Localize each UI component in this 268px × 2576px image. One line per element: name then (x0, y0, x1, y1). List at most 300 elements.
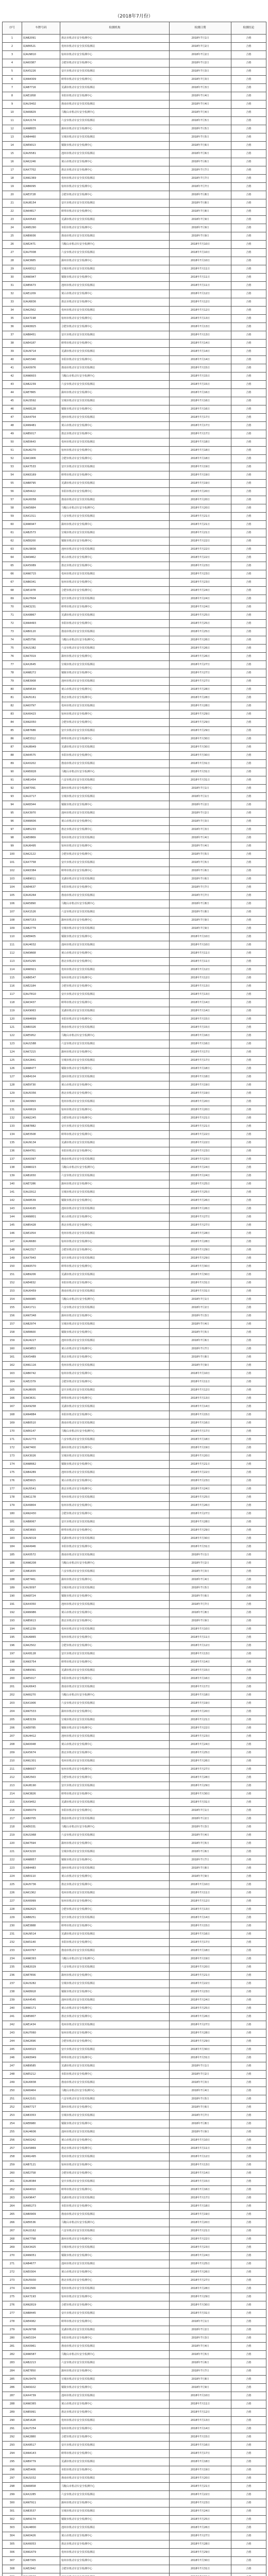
plate-number: 皖AU1968 (22, 1832, 60, 1840)
inspection-result: 合格 (231, 2450, 266, 2458)
table-row (3, 2095, 266, 2104)
inspection-result: 合格 (231, 1650, 266, 1658)
table-row (3, 1724, 266, 1733)
inspection-station: 淮北市机动车安全检测中心 (60, 166, 170, 175)
inspection-station: 蚌埠市机动车安全检测中心 (60, 2318, 170, 2326)
inspection-station: 铜陵市机动车安全检测中心 (60, 2516, 170, 2524)
plate-number: 皖AX2101 (22, 2095, 60, 2104)
inspection-station: 亳州市机动车安全技术检测站 (60, 570, 170, 579)
plate-number: 皖AK2317 (22, 1246, 60, 1255)
row-index: 92 (3, 785, 22, 793)
inspection-date: 2018年7月2日 (170, 59, 231, 67)
row-index: 29 (3, 265, 22, 274)
inspection-date: 2018年7月10日 (170, 1881, 231, 1889)
table-row (3, 1271, 266, 1279)
row-index: 4 (3, 59, 22, 67)
inspection-result: 合格 (231, 1403, 266, 1411)
plate-number: 皖AB4483 (22, 1865, 60, 1873)
inspection-result: 合格 (231, 2318, 266, 2326)
inspection-station: 滁州市机动车安全检测中心 (60, 2104, 170, 2112)
inspection-date: 2018年7月17日 (170, 414, 231, 422)
inspection-station: 亳州市机动车安全技术检测站 (60, 438, 170, 447)
table-row (3, 2104, 266, 2112)
row-index: 85 (3, 727, 22, 735)
table-row (3, 2153, 266, 2161)
inspection-station: 蚌埠市机动车安全检测中心 (60, 1790, 170, 1799)
row-index: 24 (3, 224, 22, 232)
inspection-station: 安庆市机动车安全技术检测站 (60, 1386, 170, 1395)
inspection-station: 淮北市机动车安全检测中心 (60, 1222, 170, 1230)
inspection-station: 芜湖市机动车安全技术检测站 (60, 348, 170, 356)
inspection-result: 合格 (231, 1733, 266, 1741)
inspection-date: 2018年7月1日 (170, 785, 231, 793)
plate-number: 皖AU8949 (22, 743, 60, 752)
row-index: 274 (3, 2285, 22, 2293)
inspection-result: 合格 (231, 2293, 266, 2301)
inspection-result: 合格 (231, 109, 266, 117)
inspection-result: 合格 (231, 1362, 266, 1370)
inspection-date: 2018年7月12日 (170, 307, 231, 315)
inspection-date: 2018年7月23日 (170, 1156, 231, 1164)
row-index: 308 (3, 2565, 22, 2573)
plate-number: 皖AE9013 (22, 142, 60, 150)
plate-number: 皖AN6208 (22, 1560, 60, 1568)
inspection-station: 池州市机动车安全技术检测站 (60, 677, 170, 686)
table-row (3, 414, 266, 422)
plate-number: 皖AB7121 (22, 2161, 60, 2170)
table-row (3, 290, 266, 298)
row-index: 270 (3, 2252, 22, 2260)
plate-number: 皖AX5869 (22, 2145, 60, 2153)
table-row (3, 232, 266, 241)
inspection-date: 2018年7月31日 (170, 1799, 231, 1807)
row-index: 290 (3, 2417, 22, 2425)
inspection-result: 合格 (231, 1485, 266, 1494)
table-row (3, 2524, 266, 2532)
inspection-result: 合格 (231, 1634, 266, 1642)
inspection-date: 2018年7月21日 (170, 1972, 231, 1980)
plate-number: 皖AK2122 (22, 851, 60, 859)
inspection-date: 2018年7月29日 (170, 727, 231, 735)
row-index: 65 (3, 562, 22, 570)
table-row (3, 570, 266, 579)
inspection-station: 蚌埠市机动车安全检测中心 (60, 867, 170, 875)
row-index: 7 (3, 84, 22, 92)
inspection-date: 2018年7月13日 (170, 2161, 231, 2170)
inspection-result: 合格 (231, 348, 266, 356)
inspection-result: 合格 (231, 1535, 266, 1543)
plate-number: 皖AB2573 (22, 529, 60, 537)
inspection-date: 2018年7月1日 (170, 2062, 231, 2071)
inspection-date: 2018年7月24日 (170, 1164, 231, 1172)
table-row (3, 1568, 266, 1576)
table-row (3, 307, 266, 315)
row-index: 145 (3, 1222, 22, 1230)
inspection-result: 合格 (231, 859, 266, 867)
table-row (3, 1906, 266, 1914)
inspection-date: 2018年7月21日 (170, 1716, 231, 1724)
table-row (3, 381, 266, 389)
plate-number: 皖AB2029 (22, 1963, 60, 1972)
inspection-date: 2018年7月5日 (170, 1584, 231, 1592)
row-index: 217 (3, 1815, 22, 1823)
inspection-result: 合格 (231, 59, 266, 67)
inspection-station: 宣城市机动车安全技术检测站 (60, 793, 170, 801)
inspection-date: 2018年7月15日 (170, 2178, 231, 2186)
row-index: 192 (3, 1609, 22, 1617)
row-index: 78 (3, 669, 22, 677)
inspection-result: 合格 (231, 2540, 266, 2549)
inspection-station: 淮南市机动车安全技术检测站 (60, 1815, 170, 1823)
plate-number: 皖AK6085 (22, 1296, 60, 1304)
inspection-station: 宣城市机动车安全技术检测站 (60, 2376, 170, 2384)
inspection-result: 合格 (231, 265, 266, 274)
table-row (3, 1576, 266, 1584)
row-index: 263 (3, 2194, 22, 2202)
inspection-result: 合格 (231, 1279, 266, 1287)
inspection-date: 2018年7月21日 (170, 2227, 231, 2235)
inspection-result: 合格 (231, 661, 266, 669)
inspection-result: 合格 (231, 603, 266, 612)
table-row (3, 1518, 266, 1527)
row-index: 186 (3, 1560, 22, 1568)
inspection-result: 合格 (231, 1576, 266, 1584)
row-index: 190 (3, 1592, 22, 1601)
row-index: 281 (3, 2343, 22, 2351)
inspection-station: 亳州市机动车安全技术检测站 (60, 1494, 170, 1502)
inspection-result: 合格 (231, 1172, 266, 1180)
row-index: 11 (3, 117, 22, 125)
row-index: 60 (3, 521, 22, 529)
table-row (3, 1345, 266, 1353)
inspection-station: 蚌埠市机动车安全检测中心 (60, 340, 170, 348)
inspection-station: 六安市机动车安全技术检测站 (60, 1172, 170, 1180)
plate-number: 皖AU3282 (22, 1980, 60, 1988)
inspection-station: 宿州市机动车安全检测中心 (60, 2425, 170, 2433)
table-row (3, 2211, 266, 2219)
plate-number: 皖AN2430 (22, 1510, 60, 1518)
row-index: 79 (3, 677, 22, 686)
inspection-date: 2018年7月6日 (170, 142, 231, 150)
row-index: 1 (3, 35, 22, 43)
inspection-date: 2018年7月8日 (170, 1609, 231, 1617)
row-index: 245 (3, 2046, 22, 2054)
table-row (3, 2268, 266, 2277)
inspection-station: 马鞍山市机动车安全检测中心 (60, 2219, 170, 2227)
plate-number: 皖AX5295 (22, 958, 60, 966)
row-index: 275 (3, 2293, 22, 2301)
row-index: 25 (3, 232, 22, 241)
row-index: 289 (3, 2409, 22, 2417)
inspection-result: 合格 (231, 1873, 266, 1881)
inspection-result: 合格 (231, 2458, 266, 2466)
inspection-result: 合格 (231, 1139, 266, 1147)
inspection-result: 合格 (231, 282, 266, 290)
inspection-station: 芜湖市机动车安全技术检测站 (60, 1667, 170, 1675)
inspection-date: 2018年7月15日 (170, 1922, 231, 1930)
table-row (3, 1790, 266, 1799)
table-row (3, 735, 266, 743)
inspection-result: 合格 (231, 1683, 266, 1691)
table-row (3, 1032, 266, 1040)
inspection-result: 合格 (231, 1955, 266, 1963)
plate-number: 皖AK2502 (22, 1642, 60, 1650)
inspection-result: 合格 (231, 1914, 266, 1922)
table-row (3, 546, 266, 554)
table-row (3, 150, 266, 158)
plate-number: 皖AX4754 (22, 414, 60, 422)
inspection-station: 铜陵市机动车安全检测中心 (60, 142, 170, 150)
plate-number: 皖AN3169 (22, 471, 60, 480)
inspection-date: 2018年7月14日 (170, 1007, 231, 1015)
inspection-result: 合格 (231, 117, 266, 125)
row-index: 149 (3, 1255, 22, 1263)
plate-number: 皖AU8384 (22, 2178, 60, 2186)
row-index: 32 (3, 290, 22, 298)
table-row (3, 1560, 266, 1568)
inspection-result: 合格 (231, 1560, 266, 1568)
row-index: 142 (3, 1197, 22, 1205)
inspection-station: 合肥市机动车安全检测中心 (60, 587, 170, 595)
inspection-result: 合格 (231, 1865, 266, 1873)
inspection-station: 黄山市机动车安全检测中心 (60, 554, 170, 562)
inspection-result: 合格 (231, 1378, 266, 1386)
inspection-station: 池州市机动车安全技术检测站 (60, 282, 170, 290)
inspection-result: 合格 (231, 422, 266, 430)
row-index: 15 (3, 150, 22, 158)
inspection-result: 合格 (231, 562, 266, 570)
inspection-result: 合格 (231, 150, 266, 158)
inspection-date: 2018年7月31日 (170, 2310, 231, 2318)
inspection-station: 安庆市机动车安全技术检测站 (60, 991, 170, 999)
row-index: 288 (3, 2400, 22, 2409)
plate-number: 皖AU9714 (22, 348, 60, 356)
inspection-date: 2018年7月30日 (170, 1271, 231, 1279)
inspection-result: 合格 (231, 2343, 266, 2351)
plate-number: 皖AE1434 (22, 2021, 60, 2029)
inspection-date: 2018年7月28日 (170, 1518, 231, 1527)
table-row (3, 900, 266, 908)
inspection-date: 2018年7月12日 (170, 298, 231, 307)
inspection-result: 合格 (231, 1197, 266, 1205)
inspection-station: 铜陵市机动车安全检测中心 (60, 1724, 170, 1733)
row-index: 122 (3, 1032, 22, 1040)
row-index: 287 (3, 2392, 22, 2400)
plate-number: 皖AE6521 (22, 43, 60, 51)
inspection-result: 合格 (231, 1048, 266, 1057)
row-index: 102 (3, 867, 22, 875)
table-row (3, 1106, 266, 1114)
inspection-date: 2018年7月25日 (170, 628, 231, 636)
inspection-result: 合格 (231, 1411, 266, 1419)
plate-number: 皖AK5340 (22, 356, 60, 364)
inspection-result: 合格 (231, 1906, 266, 1914)
plate-number: 皖AN2245 (22, 1114, 60, 1123)
inspection-date: 2018年7月22日 (170, 1724, 231, 1733)
table-row (3, 1452, 266, 1461)
inspection-station: 蚌埠市机动车安全检测中心 (60, 603, 170, 612)
inspection-station: 淮北市机动车安全检测中心 (60, 826, 170, 834)
plate-number: 皖AN2625 (22, 1906, 60, 1914)
row-index: 59 (3, 513, 22, 521)
table-row (3, 2318, 266, 2326)
row-index: 191 (3, 1601, 22, 1609)
inspection-result: 合格 (231, 2334, 266, 2343)
plate-number: 皖AB8251 (22, 1914, 60, 1922)
inspection-result: 合格 (231, 595, 266, 603)
row-index: 154 (3, 1296, 22, 1304)
plate-number: 皖AX0961 (22, 2343, 60, 2351)
inspection-result: 合格 (231, 735, 266, 743)
plate-number: 皖AB3908 (22, 677, 60, 686)
row-index: 285 (3, 2376, 22, 2384)
table-row (3, 249, 266, 257)
inspection-station: 宣城市机动车安全技术检测站 (60, 1057, 170, 1065)
inspection-date: 2018年7月8日 (170, 2376, 231, 2384)
inspection-station: 亳州市机动车安全技术检测站 (60, 702, 170, 710)
inspection-result: 合格 (231, 1304, 266, 1312)
row-index: 304 (3, 2532, 22, 2540)
inspection-result: 合格 (231, 1584, 266, 1592)
inspection-station: 芜湖市机动车安全技术检测站 (60, 1799, 170, 1807)
inspection-result: 合格 (231, 546, 266, 554)
row-index: 111 (3, 941, 22, 950)
inspection-station: 马鞍山市机动车安全检测中心 (60, 636, 170, 645)
row-index: 211 (3, 1766, 22, 1774)
plate-number: 皖AB5613 (22, 1617, 60, 1625)
inspection-date: 2018年7月19日 (170, 1444, 231, 1452)
inspection-result: 合格 (231, 941, 266, 950)
row-index: 44 (3, 389, 22, 397)
inspection-station: 滁州市机动车安全检测中心 (60, 653, 170, 661)
inspection-result: 合格 (231, 1469, 266, 1477)
table-row (3, 1287, 266, 1296)
inspection-result: 合格 (231, 1230, 266, 1238)
inspection-station: 亳州市机动车安全技术检测站 (60, 2549, 170, 2557)
table-row (3, 2334, 266, 2343)
inspection-station: 淮南市机动车安全技术检测站 (60, 232, 170, 241)
inspection-date: 2018年7月15日 (170, 1411, 231, 1419)
plate-number: 皖AE9915 (22, 1477, 60, 1485)
plate-number: 皖AE7850 (22, 2367, 60, 2376)
plate-number: 皖AU4606 (22, 2128, 60, 2137)
row-index: 204 (3, 1708, 22, 1716)
table-row (3, 1090, 266, 1098)
inspection-result: 合格 (231, 249, 266, 257)
row-index: 123 (3, 1040, 22, 1048)
inspection-result: 合格 (231, 1090, 266, 1098)
inspection-result: 合格 (231, 702, 266, 710)
inspection-date: 2018年7月18日 (170, 1691, 231, 1700)
column-header: 序号 (3, 22, 22, 35)
table-row (3, 1065, 266, 1073)
table-row (3, 1337, 266, 1345)
inspection-result: 合格 (231, 768, 266, 776)
inspection-date: 2018年7月9日 (170, 925, 231, 933)
plate-number: 皖AU6680 (22, 1238, 60, 1246)
row-index: 242 (3, 2021, 22, 2029)
table-row (3, 694, 266, 702)
inspection-station: 亳州市机动车安全技术检测站 (60, 966, 170, 974)
column-header: 车牌号码 (22, 22, 60, 35)
inspection-result: 合格 (231, 1930, 266, 1939)
plate-number: 皖AX5489 (22, 1353, 60, 1362)
plate-number: 皖AB5991 (22, 2409, 60, 2417)
inspection-station: 安庆市机动车安全技术检测站 (60, 1518, 170, 1527)
inspection-result: 合格 (231, 612, 266, 620)
plate-number: 皖AE2471 (22, 241, 60, 249)
table-row (3, 2367, 266, 2376)
inspection-station: 安庆市机动车安全技术检测站 (60, 1782, 170, 1790)
plate-number: 皖AE7865 (22, 389, 60, 397)
inspection-date: 2018年7月26日 (170, 2524, 231, 2532)
row-index: 93 (3, 793, 22, 801)
plate-number: 皖AE9730 (22, 1081, 60, 1090)
inspection-station: 马鞍山市机动车安全检测中心 (60, 768, 170, 776)
inspection-result: 合格 (231, 1255, 266, 1263)
inspection-date: 2018年7月12日 (170, 290, 231, 298)
plate-number: 皖AB7686 (22, 727, 60, 735)
plate-number: 皖AN4699 (22, 1015, 60, 1024)
plate-number: 皖AK3685 (22, 257, 60, 265)
inspection-result: 合格 (231, 1724, 266, 1733)
row-index: 127 (3, 1073, 22, 1081)
table-row (3, 645, 266, 653)
plate-number: 皖AB2974 (22, 1320, 60, 1329)
inspection-result: 合格 (231, 1691, 266, 1700)
table-row (3, 430, 266, 438)
row-index: 30 (3, 274, 22, 282)
inspection-result: 合格 (231, 142, 266, 150)
inspection-result: 合格 (231, 1700, 266, 1708)
inspection-result: 合格 (231, 158, 266, 166)
row-index: 153 (3, 1287, 22, 1296)
row-index: 265 (3, 2211, 22, 2219)
inspection-result: 合格 (231, 917, 266, 925)
inspection-date: 2018年7月11日 (170, 265, 231, 274)
inspection-station: 蚌埠市机动车安全检测中心 (60, 1263, 170, 1271)
plate-number: 皖AE5756 (22, 636, 60, 645)
inspection-date: 2018年7月16日 (170, 1032, 231, 1040)
inspection-result: 合格 (231, 2186, 266, 2194)
table-row (3, 2029, 266, 2038)
inspection-station: 安庆市机动车安全技术检测站 (60, 1650, 170, 1658)
inspection-result: 合格 (231, 1106, 266, 1114)
inspection-result: 合格 (231, 1395, 266, 1403)
row-index: 187 (3, 1568, 22, 1576)
row-index: 188 (3, 1576, 22, 1584)
plate-number: 皖AX0572 (22, 1551, 60, 1560)
inspection-date: 2018年7月6日 (170, 867, 231, 875)
inspection-date: 2018年7月15日 (170, 364, 231, 372)
plate-number: 皖AB0510 (22, 1419, 60, 1428)
table-row (3, 950, 266, 958)
inspection-station: 芜湖市机动车安全技术检测站 (60, 1007, 170, 1015)
inspection-result: 合格 (231, 694, 266, 702)
row-index: 179 (3, 1502, 22, 1510)
table-row (3, 2285, 266, 2293)
table-row (3, 958, 266, 966)
inspection-result: 合格 (231, 1749, 266, 1757)
row-index: 257 (3, 2145, 22, 2153)
table-row (3, 2186, 266, 2194)
column-header: 检测日期 (170, 22, 231, 35)
inspection-date: 2018年7月8日 (170, 208, 231, 216)
plate-number: 皖AK0797 (22, 702, 60, 710)
plate-number: 皖AK0242 (22, 2137, 60, 2145)
table-row (3, 1856, 266, 1865)
row-index: 41 (3, 364, 22, 372)
